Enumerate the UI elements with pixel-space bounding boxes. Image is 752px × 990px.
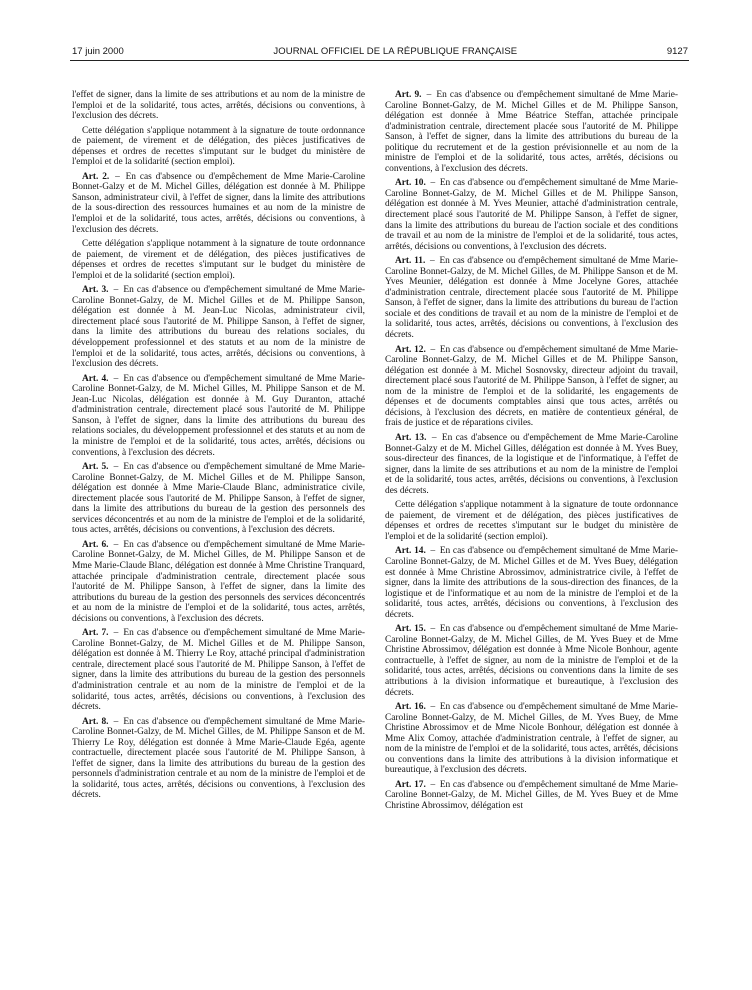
article-dash: – xyxy=(423,90,435,100)
article-text: En cas d'absence ou d'empêchement simultané de Mme Marie-Caroline Bonnet-Galzy, de M. Michel Gilles et de M. Philippe Sanson, délégation est donnée à Mme Béatrice Steffan, attachée principale d'administration centrale, directement placée sous l'autorité de M. Philippe Sanson, à l'effet de signer, dans la limite des attributions du bureau de la politique du recrutement et de la gestion prévisionnelle et au nom de la ministre de l'emploi et de la solidarité, tous actes, arrêtés, décisions ou conventions, à l'exclusion des décrets. xyxy=(385,90,678,174)
article-text: En cas d'absence ou d'empêchement simultané de Mme Marie-Caroline Bonnet-Galzy, de M. Michel Gilles, de M. Philippe Sanson et de M. Thierry Le Roy, délégation est donnée à Mme Marie-Claude Egéa, agente contractuelle, directement placée sous l'autorité de M. Philippe Sanson, à l'effet de signer, dans la limite des attributions du bureau de la gestion des personnels d'administration centrale et au nom de la ministre de l'emploi et de la solidarité, tous actes, arrêtés, décisions ou conventions, à l'exclusion des décrets. xyxy=(72,716,365,801)
article-paragraph xyxy=(385,624,678,698)
article-label: Art. 10. xyxy=(395,178,426,189)
article-dash: – xyxy=(427,344,438,355)
article-label: Art. 3. xyxy=(82,285,109,296)
article-label: Art. 2. xyxy=(82,171,110,182)
article-label: Art. 6. xyxy=(82,539,109,550)
header-rule xyxy=(70,60,689,61)
article-dash: – xyxy=(110,462,122,473)
article-paragraph xyxy=(72,172,365,235)
header-journal-title: JOURNAL OFFICIEL DE LA RÉPUBLIQUE FRANÇAISE xyxy=(273,45,518,57)
article-label: Art. 17. xyxy=(395,779,426,790)
article-text: En cas d'absence ou d'empêchement simultané de Mme Marie-Caroline Bonnet-Galzy, de M. Michel Gilles, de M. Philippe Sanson et de Mme Marie-Claude Blanc, délégation est donnée à Mme Christine Tranquard, attachée principale d'administration centrale, directement placée sous l'autorité de M. Philippe Sanson, à l'effet de signer, dans la limite des attributions du bureau de la gestion des personnels des services déconcentrés et au nom de la ministre de l'emploi et de la solidarité, tous actes, arrêtés, décisions ou conventions, à l'exclusion des décrets. xyxy=(72,539,365,624)
article-paragraph xyxy=(385,546,678,620)
article-dash: – xyxy=(110,285,122,296)
header-page-number: 9127 xyxy=(666,45,688,57)
intro-continuation: l'effet de signer, dans la limite de ses attributions et au nom de la ministre de l'emploi et de la solidarité, tous actes, arrêtés, décisions ou conventions, à l'exclusion des décrets. xyxy=(72,90,365,122)
article-label: Art. 4. xyxy=(82,373,109,384)
header-date: 17 juin 2000 xyxy=(72,45,124,57)
article-label: Art. 14. xyxy=(395,546,426,557)
article-paragraph xyxy=(72,285,365,369)
article-dash: – xyxy=(427,624,438,635)
article-paragraph xyxy=(385,256,678,340)
article-extra-paragraph: Cette délégation s'applique notamment à la signature de toute ordonnance de paiement, de virement et de délégation, des pièces justificatives de dépenses et ordres de recettes s'imputant sur le budget du ministère de l'emploi et de la solidarité (section emploi). xyxy=(385,500,678,542)
article-dash: – xyxy=(427,256,438,267)
article-text: En cas d'absence ou d'empêchement simultané de Mme Marie-Caroline Bonnet-Galzy, de M. Michel Gilles et de M. Philippe Sanson, délégation est donnée à M. Thierry Le Roy, attaché principal d'administration centrale, directement placé sous l'autorité de M. Philippe Sanson, à l'effet de signer, dans la limite des attributions du bureau de la gestion des personnels d'administration centrale et au nom de la ministre de l'emploi et de la solidarité, tous actes, arrêtés, décisions ou conventions, à l'exclusion des décrets. xyxy=(72,628,365,713)
article-paragraph xyxy=(385,345,678,429)
article-paragraph xyxy=(385,780,678,812)
article-text: En cas d'absence ou d'empêchement simultané de Mme Marie-Caroline Bonnet-Galzy, de M. Michel Gilles, M. Philippe Sanson et de M. Jean-Luc Nicolas, délégation est donnée à M. Guy Duranton, attaché d'administration centrale, directement placé sous l'autorité de M. Philippe Sanson, à l'effet de signer, dans la limite des attributions du bureau des relations sociales, du développement professionnel et des statuts et au nom de la ministre de l'emploi et de la solidarité, tous actes, arrêtés, décisions ou conventions, à l'exclusion des décrets. xyxy=(72,373,365,458)
article-text: En cas d'absence ou d'empêchement simultané de Mme Marie-Caroline Bonnet-Galzy, de M. Michel Gilles, de M. Yves Buey, de Mme Christine Abrossimov et de Mme Nicole Bonhour, délégation est donnée à Mme Alix Comoy, attachée d'administration centrale, à l'effet de signer, au nom de la ministre de l'emploi et de la solidarité, tous actes, arrêtés, décisions ou conventions dans la limite des attributions à la division informatique et bureautique, à l'exclusion des décrets. xyxy=(385,702,679,776)
page-header xyxy=(72,44,688,58)
article-dash: – xyxy=(110,539,122,550)
article-text: En cas d'absence ou d'empêchement simultané de Mme Marie-Caroline Bonnet-Galzy, de M. Michel Gilles, de M. Philippe Sanson et de M. Yves Meunier, délégation est donnée à Mme Jocelyne Gores, attachée d'administration centrale, directement placée sous l'autorité de M. Philippe Sanson, à l'effet de signer, dans la limite des attributions du bureau de l'action sociale et des conditions de travail et au nom de la ministre de l'emploi et de la solidarité, tous actes, arrêtés, décisions ou conventions, à l'exclusion des décrets. xyxy=(385,256,678,341)
article-paragraph xyxy=(72,717,365,801)
article-dash: – xyxy=(427,546,438,557)
article-label: Art. 16. xyxy=(395,702,426,713)
article-label: Art. 11. xyxy=(395,256,426,267)
article-label: Art. 9. xyxy=(395,90,422,100)
article-text: En cas d'absence ou d'empêchement simultané de Mme Marie-Caroline Bonnet-Galzy, de M. Michel Gilles et de M. Philippe Sanson, délégation est donnée à M. Michel Sosnovsky, directeur adjoint du travail, directement placé sous l'autorité de M. Philippe Sanson, à l'effet de signer, au nom de la ministre de l'emploi et de la solidarité, les engagements de dépenses et de documents comptables ainsi que tous actes, arrêtés ou décisions, à l'exclusion des décrets, en matière de contentieux général, de frais de justice et de réparations civiles. xyxy=(385,344,679,429)
article-paragraph xyxy=(72,374,365,458)
article-label: Art. 12. xyxy=(395,344,426,355)
article-text: En cas d'absence ou d'empêchement de Mme Marie-Caroline Bonnet-Galzy et de M. Michel Gilles, délégation est donnée à M. Yves Buey, sous-directeur des finances, de la logistique et de l'informatique, à l'effet de signer, dans la limite de ses attributions et au nom de la ministre de l'emploi et de la solidarité, tous actes, arrêtés, décisions ou conventions, à l'exclusion des décrets. xyxy=(385,432,678,496)
article-paragraph xyxy=(72,628,365,712)
article-dash: – xyxy=(111,171,124,182)
article-label: Art. 13. xyxy=(395,432,427,443)
article-text: En cas d'absence ou d'empêchement simultané de Mme Marie-Caroline Bonnet-Galzy, de M. Michel Gilles, de M. Yves Buey et de Mme Christine Abrossimov, délégation est donnée à Mme Nicole Bonhour, agente contractuelle, à l'effet de signer, au nom de la ministre de l'emploi et de la solidarité, tous actes, arrêtés, décisions ou conventions dans la limite de ses attributions à la division informatique et bureautique, à l'exclusion des décrets. xyxy=(385,624,679,698)
article-text: En cas d'absence ou d'empêchement simultané de Mme Marie-Caroline Bonnet-Galzy, de M. Michel Gilles et de M. Yves Buey, délégation est donnée à Mme Christine Abrossimov, administratrice civile, à l'effet de signer, dans la limite des attributions de la sous-direction des finances, de la logistique et de l'informatique et au nom de la ministre de l'emploi et de la solidarité, tous actes, arrêtés, décisions ou conventions, à l'exclusion des décrets. xyxy=(385,546,679,620)
article-label: Art. 7. xyxy=(82,628,109,639)
article-paragraph xyxy=(72,462,365,536)
article-text: En cas d'absence ou d'empêchement simultané de Mme Marie-Caroline Bonnet-Galzy, de M. Michel Gilles et de M. Philippe Sanson, délégation est donnée à M. Jean-Luc Nicolas, administrateur civil, directement placé sous l'autorité de M. Philippe Sanson, à l'effet de signer, dans la limite des attributions du bureau des relations sociales, du développement professionnel et des statuts et au nom de la ministre de l'emploi et de la solidarité, tous actes, arrêtés, décisions ou conventions, à l'exclusion des décrets. xyxy=(72,285,365,370)
article-text: En cas d'absence ou d'empêchement simultané de Mme Marie-Caroline Bonnet-Galzy, de M. Michel Gilles, de M. Yves Buey et de Mme Christine Abrossimov, délégation est xyxy=(385,779,679,811)
article-text: En cas d'absence ou d'empêchement de Mme Marie-Caroline Bonnet-Galzy et de M. Michel Gilles, délégation est donnée à M. Philippe Sanson, administrateur civil, à l'effet de signer, dans la limite des attributions de la sous-direction des ressources humaines et au nom de la ministre de l'emploi et de la solidarité, tous actes, arrêtés, décisions ou conventions, à l'exclusion des décrets. xyxy=(72,171,365,235)
article-dash: – xyxy=(110,628,122,639)
article-paragraph xyxy=(385,702,678,776)
article-label: Art. 15. xyxy=(395,624,426,635)
article-dash: – xyxy=(110,373,122,384)
article-text: En cas d'absence ou d'empêchement simultané de Mme Marie-Caroline Bonnet-Galzy, de M. Michel Gilles et de M. Philippe Sanson, délégation est donnée à Mme Marie-Claude Blanc, administratice civile, directement placée sous l'autorité de M. Philippe Sanson, à l'effet de signer, dans la limite des attributions du bureau de la gestion des personnels des services déconcentrés et au nom de la ministre de l'emploi et de la solidarité, tous actes, arrêtés, décisions ou conventions, à l'exclusion des décrets. xyxy=(72,462,365,536)
article-dash: – xyxy=(110,716,122,727)
article-dash: – xyxy=(428,432,440,443)
article-dash: – xyxy=(427,779,438,790)
article-label: Art. 5. xyxy=(82,462,109,473)
left-column xyxy=(72,90,365,805)
article-text: En cas d'absence ou d'empêchement simultané de Mme Marie-Caroline Bonnet-Galzy, de M. Michel Gilles et de M. Philippe Sanson, délégation est donnée à M. Yves Meunier, attaché d'administration centrale, directement placé sous l'autorité de M. Philippe Sanson, à l'effet de signer, dans la limite des attributions du bureau de l'action sociale et des conditions de travail et au nom de la ministre de l'emploi et de la solidarité, tous actes, arrêtés, décisions ou conventions, à l'exclusion des décrets. xyxy=(385,178,679,252)
article-dash: – xyxy=(427,702,438,713)
article-paragraph xyxy=(385,433,678,496)
article-paragraph xyxy=(385,90,678,174)
article-paragraph xyxy=(385,178,678,252)
article-extra-paragraph: Cette délégation s'applique notamment à la signature de toute ordonnance de paiement, de virement et de délégation, des pièces justificatives de dépenses et ordres de recettes s'imputant sur le budget du ministère de l'emploi et de la solidarité (section emploi). xyxy=(72,239,365,281)
article-paragraph xyxy=(72,540,365,624)
article-dash: – xyxy=(427,178,438,189)
article-label: Art. 8. xyxy=(82,716,109,727)
intro-delegation: Cette délégation s'applique notamment à la signature de toute ordonnance de paiement, de virement et de délégation, des pièces justificatives de dépenses et ordres de recettes s'imputant sur le budget du ministère de l'emploi et de la solidarité (section emploi). xyxy=(72,125,365,168)
right-column xyxy=(385,90,678,816)
